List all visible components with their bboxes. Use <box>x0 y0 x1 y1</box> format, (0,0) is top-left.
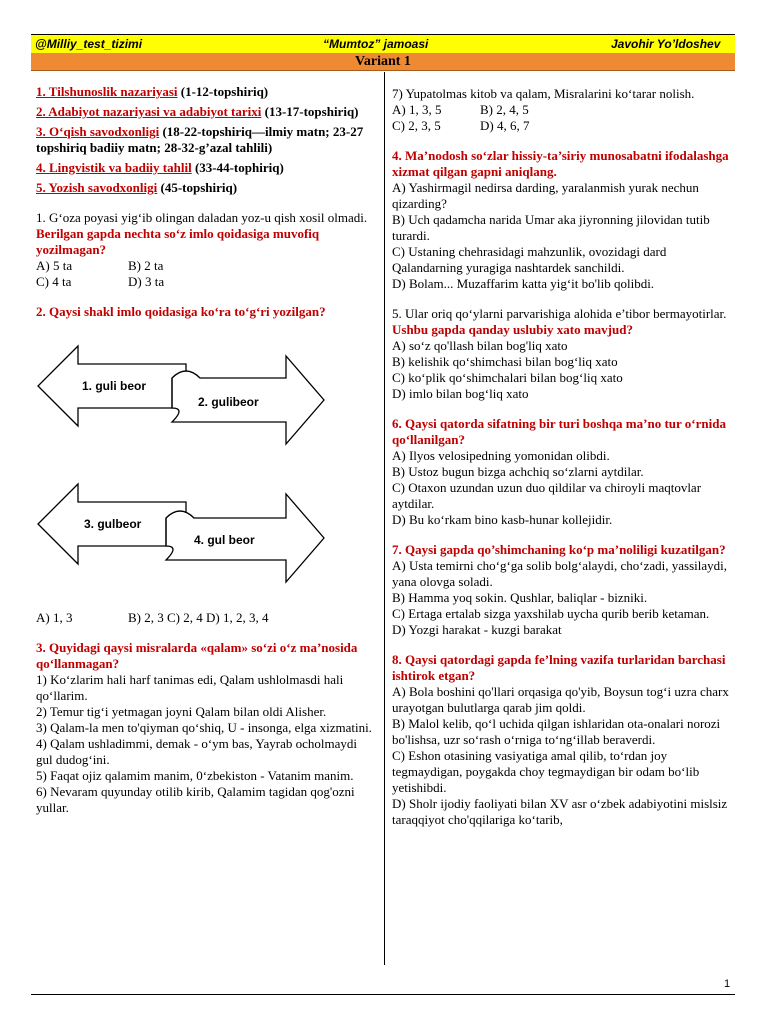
q3-option-b[interactable]: B) 2, 4, 5 <box>480 102 529 117</box>
arrow-label-2: 2. gulibeor <box>198 395 259 409</box>
variant-title: Variant 1 <box>31 53 735 71</box>
q3-line: 6) Nevaram quyunday otilib kirib, Qalamim tagidan qog'ozni yullar. <box>36 784 355 815</box>
question-5 <box>392 306 732 402</box>
question-3 <box>36 640 376 816</box>
q7-question: 7. Qaysi gapda qo’shimchaning ko‘p ma’noliligi kuzatilgan? <box>392 542 726 557</box>
q4-question: 4. Ma’nodosh so‘zlar hissiy-ta’siriy munosabatni ifodalashga xizmat qilgan gapni aniqlang. <box>392 148 729 179</box>
right-column <box>392 86 732 828</box>
section-title: 1. Tilshunoslik nazariyasi <box>36 84 178 99</box>
question-3-continued <box>392 86 732 134</box>
section-title: 4. Lingvistik va badiiy tahlil <box>36 160 192 175</box>
q6-option-a[interactable]: A) Ilyos velosipedning yomonidan olibdi. <box>392 448 610 463</box>
q1-option-b[interactable]: B) 2 ta <box>128 258 164 273</box>
q7-option-d[interactable]: D) Yozgi harakat - kuzgi barakat <box>392 622 562 637</box>
q5-question: Ushbu gapda qanday uslubiy xato mavjud? <box>392 322 633 337</box>
section-range: (1-12-topshiriq) <box>177 84 269 99</box>
q7-option-a[interactable]: A) Usta temirni cho‘g‘ga solib bolg‘alaydi, cho‘zadi, yassilaydi, yana olovga soladi. <box>392 558 728 589</box>
left-column <box>36 84 376 816</box>
header-bar <box>31 34 735 54</box>
arrow-label-1: 1. guli beor <box>82 379 147 393</box>
section-title: 2. Adabiyot nazariyasi va adabiyot tarixi <box>36 104 262 119</box>
q3-line: 1) Ko‘zlarim hali harf tanimas edi, Qalam ushlolmasdi hali qo‘llarim. <box>36 672 344 703</box>
q5-option-d[interactable]: D) imlo bilan bog‘liq xato <box>392 386 529 401</box>
section-title: 3. O‘qish savodxonligi <box>36 124 160 139</box>
q6-question: 6. Qaysi qatorda sifatning bir turi boshqa ma’no tur o‘rnida qo‘llanilgan? <box>392 416 726 447</box>
header-channel: @Milliy_test_tizimi <box>35 37 143 51</box>
q4-option-c[interactable]: C) Ustaning chehrasidagi mahzunlik, ovozidagi dard Qalandarning yuragiga nashtardek sanchildi. <box>392 244 667 275</box>
q7-option-b[interactable]: B) Hamma yoq sokin. Qushlar, baliqlar - bizniki. <box>392 590 648 605</box>
question-6 <box>392 416 732 528</box>
q4-option-a[interactable]: A) Yashirmagil nedirsa darding, yaralanmish yurak nechun qizarding? <box>392 180 699 211</box>
q3-line: 3) Qalam-la men to'qiyman qo‘shiq, U - insonga, elga xizmatini. <box>36 720 372 735</box>
section-item <box>36 124 376 156</box>
q3-line: 4) Qalam ushladimmi, demak - o‘ym bas, Yayrab ocholmaydi gul dudog‘ini. <box>36 736 357 767</box>
q3-question: 3. Quyidagi qaysi misralarda «qalam» so‘zi o‘z ma’nosida qo‘llanmagan? <box>36 640 358 671</box>
q4-option-b[interactable]: B) Uch qadamcha narida Umar aka jiyronning jilovidan tutib turardi. <box>392 212 710 243</box>
question-8 <box>392 652 732 828</box>
q6-option-d[interactable]: D) Bu ko‘rkam bino kasb-hunar kollejidir. <box>392 512 613 527</box>
q2-option-a[interactable]: A) 1, 3 <box>36 610 73 625</box>
q3-option-d[interactable]: D) 4, 6, 7 <box>480 118 530 133</box>
header-team: “Mumtoz” jamoasi <box>323 37 429 51</box>
q1-option-a[interactable]: A) 5 ta <box>36 258 73 273</box>
q5-option-c[interactable]: C) ko‘plik qo‘shimchalari bilan bog‘liq xato <box>392 370 623 385</box>
q2-arrows-figure <box>36 334 336 634</box>
q8-option-a[interactable]: A) Bola boshini qo'llari orqasiga qo'yib, Boysun tog‘i uzra charx urayotgan bulutlarga qarab jim qoldi. <box>392 684 729 715</box>
section-item <box>36 180 376 196</box>
footer-rule <box>31 994 735 995</box>
section-item <box>36 104 376 120</box>
q2-question: 2. Qaysi shakl imlo qoidasiga ko‘ra to‘g‘ri yozilgan? <box>36 304 326 319</box>
q3-line: 7) Yupatolmas kitob va qalam, Misralarini ko‘tarar nolish. <box>392 86 695 101</box>
sections-list <box>36 84 376 196</box>
q1-option-d[interactable]: D) 3 ta <box>128 274 165 289</box>
q2-options-bcd[interactable]: B) 2, 3 C) 2, 4 D) 1, 2, 3, 4 <box>128 610 269 625</box>
q8-option-b[interactable]: B) Malol kelib, qo‘l uchida qilgan ishlaridan ota-onalari norozi bo'lishsa, uzr so‘rash o‘rniga to‘ng‘illab beraverdi. <box>392 716 721 747</box>
page-number: 1 <box>724 978 731 990</box>
q8-option-c[interactable]: C) Eshon otasining vasiyatiga amal qilib, to‘rdan joy tegmaydigan, poygakda choy tegmaydigan bir odam bo‘lib yetishibdi. <box>392 748 700 795</box>
arrow-label-3: 3. gulbeor <box>84 517 142 531</box>
q3-line: 5) Faqat ojiz qalamim manim, 0‘zbekiston - Vatanim manim. <box>36 768 354 783</box>
q4-option-d[interactable]: D) Bolam... Muzaffarim katta yig‘it bo'lib qolibdi. <box>392 276 655 291</box>
header-author: Javohir Yo’ldoshev <box>611 37 721 51</box>
section-title: 5. Yozish savodxonligi <box>36 180 158 195</box>
q6-option-c[interactable]: C) Otaxon uzundan uzun duo qildilar va chiroyli maqtovlar aytdilar. <box>392 480 702 511</box>
question-4 <box>392 148 732 292</box>
q5-option-b[interactable]: B) kelishik qo‘shimchasi bilan bog‘liq xato <box>392 354 618 369</box>
q6-option-b[interactable]: B) Ustoz bugun bizga achchiq so‘zlarni aytdilar. <box>392 464 644 479</box>
q1-text: 1. G‘oza poyasi yig‘ib olingan daladan yoz-u qish xosil olmadi. <box>36 210 368 225</box>
section-item <box>36 160 376 176</box>
q3-option-a[interactable]: A) 1, 3, 5 <box>392 102 442 117</box>
section-range: (13-17-topshiriq) <box>261 104 359 119</box>
question-2 <box>36 304 376 626</box>
q5-text: 5. Ular oriq qo‘ylarni parvarishiga alohida e’tibor bermayotirlar. <box>392 306 727 321</box>
section-range: (33-44-tophiriq) <box>191 160 284 175</box>
section-item <box>36 84 376 100</box>
q8-question: 8. Qaysi qatordagi gapda fe’lning vazifa turlaridan barchasi ishtirok etgan? <box>392 652 726 683</box>
q8-option-d[interactable]: D) Sholr ijodiy faoliyati bilan XV asr o‘zbek adabiyotini mislsiz taraqqiyot cho'qqilariga ko‘tarib, <box>392 796 728 827</box>
column-divider <box>384 72 385 965</box>
question-7 <box>392 542 732 638</box>
arrow-label-4: 4. gul beor <box>194 533 255 547</box>
q3-option-c[interactable]: C) 2, 3, 5 <box>392 118 441 133</box>
q5-option-a[interactable]: A) so‘z qo'llash bilan bog'liq xato <box>392 338 568 353</box>
q1-option-c[interactable]: C) 4 ta <box>36 274 72 289</box>
q1-question: Berilgan gapda nechta so‘z imlo qoidasiga muvofiq yozilmagan? <box>36 226 320 257</box>
section-range: (18-22-topshiriq—ilmiy matn; 23-27 topshiriq badiiy matn; 28-32-g’azal tahlili) <box>36 124 364 155</box>
q3-line: 2) Temur tig‘i yetmagan joyni Qalam bilan oldi Alisher. <box>36 704 327 719</box>
section-range: (45-topshiriq) <box>157 180 238 195</box>
question-1 <box>36 210 376 290</box>
q7-option-c[interactable]: C) Ertaga ertalab sizga yaxshilab uycha qurib berib ketaman. <box>392 606 710 621</box>
